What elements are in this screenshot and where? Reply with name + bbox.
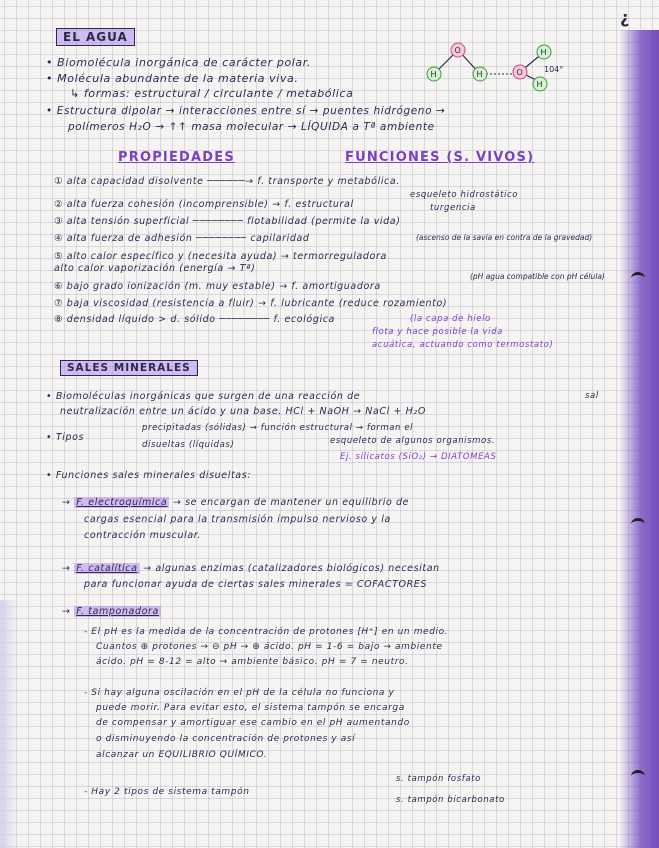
tipo-disueltas: disueltas (líquidas)	[142, 440, 235, 450]
page-edge-shadow-left	[0, 600, 18, 848]
agua-line-5: polímeros H₂O → ↑↑ masa molecular → LÍQUIDA a Tª ambiente	[68, 121, 435, 133]
note-ecologica-1: (la capa de hielo	[410, 314, 491, 324]
tipo-precipitadas-b: esqueleto de algunos organismos.	[330, 436, 496, 446]
ring-hole-icon	[631, 518, 645, 531]
tampon-fosfato: s. tampón fosfato	[396, 774, 481, 784]
propiedades-heading: PROPIEDADES	[118, 150, 235, 165]
oxygen-label: O	[454, 46, 461, 55]
tamponadora-3: ácido. pH = 8-12 = alto → ambiente básico. pH = 7 = neutro.	[96, 657, 409, 667]
propiedad-row-5: ⑤ alto calor específico y (necesita ayuda) → termorreguladora	[54, 251, 387, 262]
agua-line-2: • Molécula abundante de la materia viva.	[46, 72, 299, 85]
tamponadora-5: puede morir. Para evitar esto, el sistema tampón se encarga	[96, 703, 405, 713]
note-esqueleto: esqueleto hidrostático	[410, 190, 519, 200]
f-tamponadora-title: F. tamponadora	[76, 606, 159, 617]
propiedad-row-2: ② alta fuerza cohesión (incomprensible) → f. estructural	[54, 199, 354, 210]
funciones-sales: • Funciones sales minerales disueltas:	[46, 470, 252, 481]
agua-line-3: ↳ formas: estructural / circulante / metabólica	[70, 87, 354, 100]
tamponadora-2: Cuantos ⊕ protones → ⊖ pH → ⊕ ácido. pH = 1-6 = bajo → ambiente	[96, 642, 443, 652]
oxygen-label: O	[516, 68, 523, 77]
section-title-sales: SALES MINERALES	[60, 360, 198, 376]
tamponadora-9: - Hay 2 tipos de sistema tampón	[84, 787, 250, 797]
hydrogen-label: H	[430, 70, 437, 79]
propiedad-row-5b: alto calor vaporización (energía → Tª)	[54, 263, 256, 274]
note-ecologica-2: flota y hace posible la vida	[372, 327, 503, 337]
tamponadora-8: alcanzar un EQUILIBRIO QUÍMICO.	[96, 750, 268, 760]
section-title-agua: EL AGUA	[56, 28, 135, 46]
sales-line-1: • Biomoléculas inorgánicas que surgen de una reacción de	[46, 391, 361, 402]
propiedad-row-7: ⑦ baja viscosidad (resistencia a fluir) → f. lubricante (reduce rozamiento)	[54, 298, 448, 309]
tipo-precipitadas-ej: Ej. silicatos (SiO₂) → DIATOMEAS	[340, 452, 497, 462]
tamponadora-1: - El pH es la medida de la concentración de protones [H⁺] en un medio.	[84, 627, 449, 637]
f-catalitica-text: → algunas enzimas (catalizadores biológicos) necesitan	[139, 563, 440, 574]
propiedad-row-4: ④ alta fuerza de adhesión ──────── capilaridad	[54, 233, 310, 244]
note-ecologica-3: acuática, actuando como termostato)	[372, 340, 554, 350]
f-electroquimica-2: cargas esencial para la transmisión impulso nervioso y la	[84, 514, 391, 525]
page-edge-shadow	[619, 30, 659, 848]
hydrogen-label: H	[536, 80, 543, 89]
f-catalitica-title: F. catalítica	[76, 563, 138, 574]
f-electroquimica-line: → F. electroquímica → se encargan de mantener un equilibrio de	[62, 497, 410, 508]
ring-hole-icon	[631, 272, 645, 285]
funciones-heading: FUNCIONES (S. VIVOS)	[345, 150, 535, 165]
tipo-precipitadas: precipitadas (sólidas) → función estructural → forman el	[142, 423, 414, 433]
f-tamponadora-line: → F. tamponadora	[62, 606, 159, 617]
f-electroquimica-title: F. electroquímica	[76, 497, 168, 508]
corner-mark: ¿	[620, 8, 630, 27]
agua-line-4: • Estructura dipolar → interacciones entre sí → puentes hidrógeno →	[46, 105, 446, 117]
bond-angle-label: 104°	[544, 65, 564, 74]
tamponadora-7: o disminuyendo la concentración de protones y así	[96, 734, 356, 744]
sales-line-2: neutralización entre un ácido y una base. HCl + NaOH → NaCl + H₂O	[60, 406, 426, 417]
hydrogen-label: H	[476, 70, 483, 79]
propiedad-row-1: ① alta capacidad disolvente ──────→ f. transporte y metabólica.	[54, 176, 400, 187]
f-catalitica-2: para funcionar ayuda de ciertas sales minerales = COFACTORES	[84, 579, 427, 590]
f-electroquimica-text: → se encargan de mantener un equilibrio de	[169, 497, 410, 508]
note-capilaridad: (ascenso de la savia en contra de la gravedad)	[416, 233, 593, 242]
ring-hole-icon	[631, 770, 645, 783]
water-molecule-icon	[420, 38, 570, 98]
sal-label: sal	[585, 391, 599, 401]
propiedad-row-6: ⑥ bajo grado ionización (m. muy estable) → f. amortiguadora	[54, 281, 381, 292]
tamponadora-4: - Si hay alguna oscilación en el pH de la célula no funciona y	[84, 688, 395, 698]
hydrogen-label: H	[540, 48, 547, 57]
f-electroquimica-3: contracción muscular.	[84, 530, 202, 541]
propiedad-row-3: ③ alta tensión superficial ──────── flotabilidad (permite la vida)	[54, 216, 401, 227]
note-amortiguadora: (pH agua compatible con pH célula)	[470, 272, 605, 281]
tampon-bicarbonato: s. tampón bicarbonato	[396, 795, 505, 805]
propiedad-row-8: ⑧ densidad líquido > d. sólido ──────── f. ecológica	[54, 314, 335, 325]
tipos-label: • Tipos	[46, 432, 85, 443]
tamponadora-6: de compensar y amortiguar ese cambio en el pH aumentando	[96, 718, 410, 728]
f-catalitica-line: → F. catalítica → algunas enzimas (catalizadores biológicos) necesitan	[62, 563, 440, 574]
note-turgencia: turgencia	[430, 203, 476, 213]
agua-line-1: • Biomolécula inorgánica de carácter polar.	[46, 56, 311, 69]
